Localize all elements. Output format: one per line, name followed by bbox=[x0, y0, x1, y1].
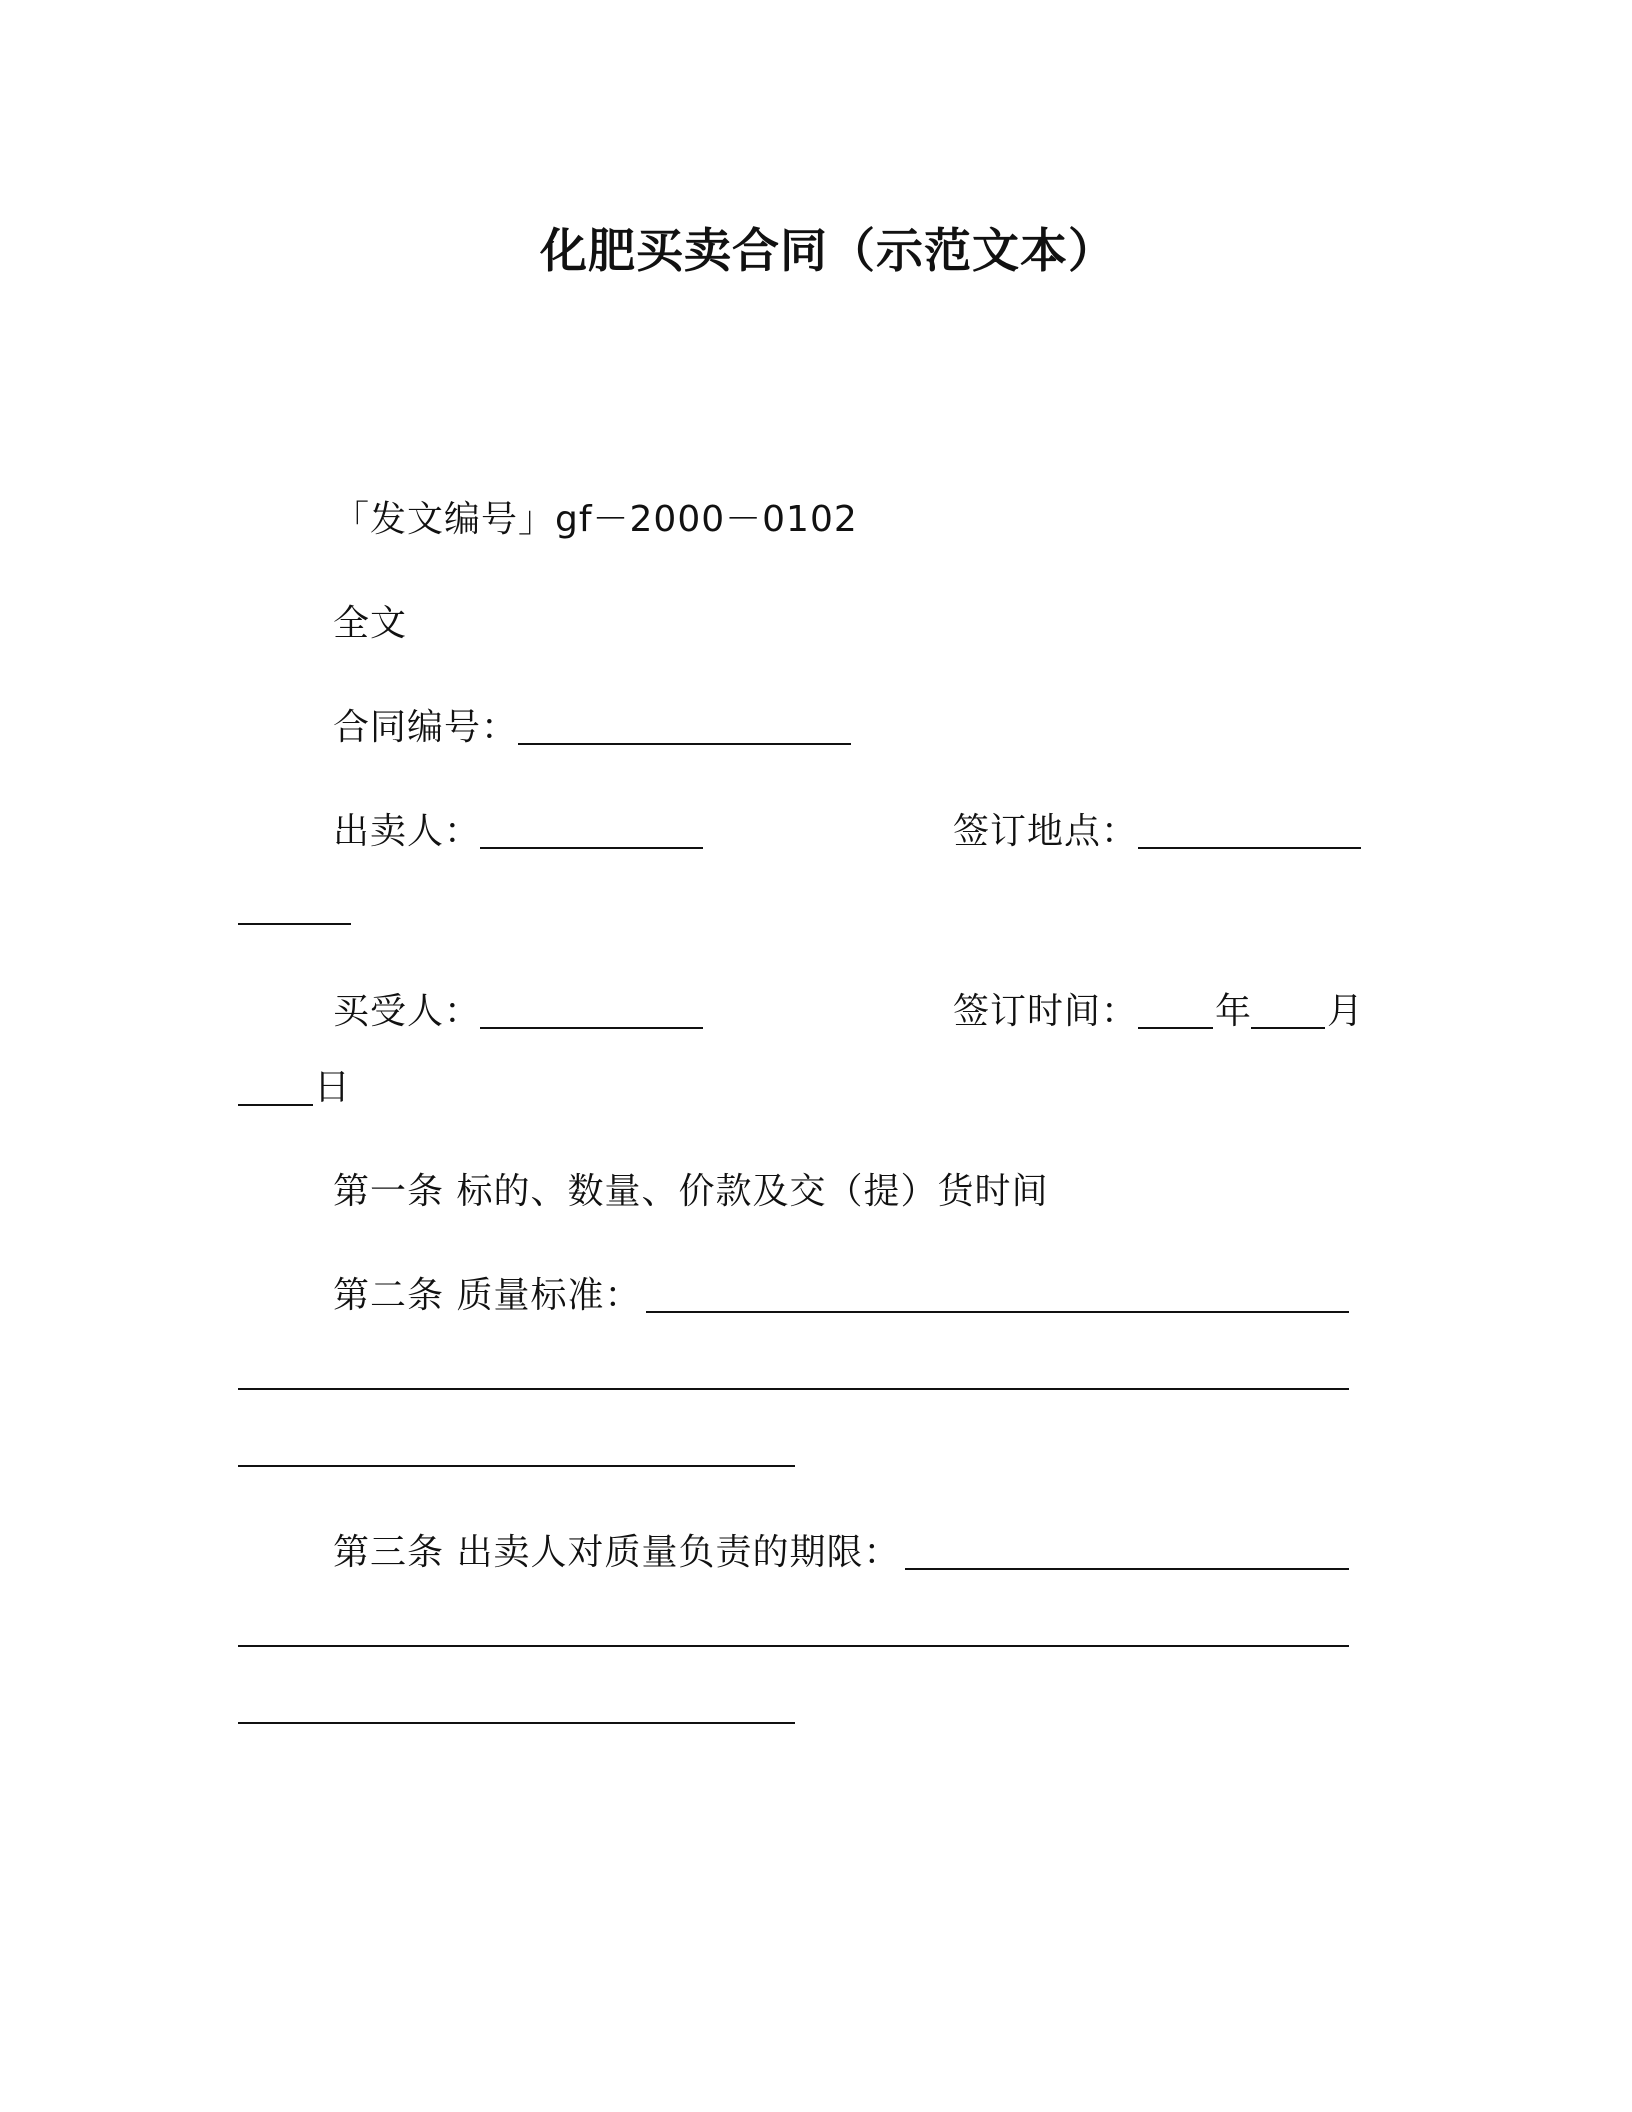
sign-day-blank bbox=[238, 1104, 313, 1106]
day-label: 日 bbox=[314, 1067, 352, 1108]
sign-time-label: 签订时间： bbox=[953, 991, 1139, 1032]
article-2-blank-3 bbox=[238, 1465, 795, 1467]
article-2-blank-2 bbox=[238, 1388, 1349, 1390]
contract-number-blank bbox=[518, 743, 851, 745]
sign-month-blank bbox=[1251, 1027, 1325, 1029]
seller-blank bbox=[480, 847, 703, 849]
year-label: 年 bbox=[1215, 991, 1253, 1032]
buyer-label: 买受人： bbox=[333, 991, 482, 1032]
seller-label: 出卖人： bbox=[333, 811, 482, 852]
article-3-blank-1 bbox=[905, 1568, 1349, 1570]
sign-place-label: 签订地点： bbox=[953, 811, 1139, 852]
sign-year-blank bbox=[1138, 1027, 1213, 1029]
contract-number-label: 合同编号： bbox=[333, 707, 519, 748]
article-2-blank-1 bbox=[646, 1311, 1349, 1313]
sign-place-blank bbox=[1138, 847, 1361, 849]
article-2: 第二条 质量标准： bbox=[333, 1275, 642, 1316]
buyer-blank bbox=[480, 1027, 703, 1029]
article-3: 第三条 出卖人对质量负责的期限： bbox=[333, 1532, 901, 1573]
article-3-blank-2 bbox=[238, 1645, 1349, 1647]
document-title: 化肥买卖合同（示范文本） bbox=[540, 224, 1116, 279]
article-1: 第一条 标的、数量、价款及交（提）货时间 bbox=[333, 1171, 1049, 1212]
doc-number: 「发文编号」gf－2000－0102 bbox=[333, 499, 858, 540]
sign-place-blank-continued bbox=[238, 923, 351, 925]
month-label: 月 bbox=[1327, 991, 1365, 1032]
article-3-blank-3 bbox=[238, 1722, 795, 1724]
full-text-label: 全文 bbox=[333, 603, 408, 644]
